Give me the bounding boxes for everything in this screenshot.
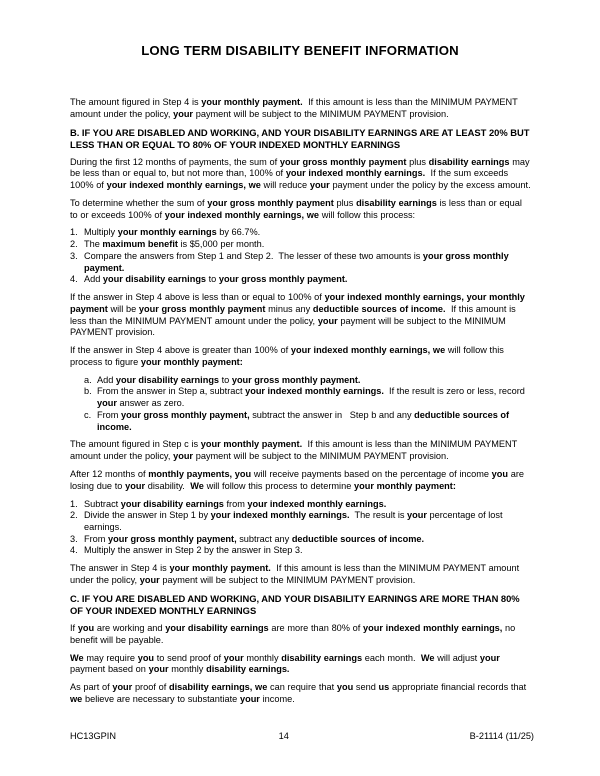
list-item bbox=[70, 534, 531, 546]
list-marker: c. bbox=[84, 409, 92, 420]
list-item-text: Add your disability earnings to your gross monthly payment. bbox=[84, 274, 348, 285]
list-item bbox=[70, 510, 531, 533]
paragraph-less-than-equal-100: If the answer in Step 4 above is less than or equal to 100% of your indexed monthly earnings, your monthly payment will be your gross monthly payment minus any deductible sources of income. If this amount is less than the MINIMUM PAYMENT amount under the policy, your payment will be subject to the MINIMUM PAYMENT provision. bbox=[70, 292, 525, 338]
section-heading-b: B. IF YOU ARE DISABLED AND WORKING, AND YOUR DISABILITY EARNINGS ARE AT LEAST 20% BUT LESS THAN OR EQUAL TO 80% OF YOUR INDEXED MONTHLY EARNINGS bbox=[70, 126, 530, 150]
lettered-list-process-2 bbox=[84, 375, 531, 434]
paragraph-step4-answer: The answer in Step 4 is your monthly payment. If this amount is less than the MINIMUM PAYMENT amount under the policy, your payment will be subject to the MINIMUM PAYMENT provision. bbox=[70, 563, 520, 586]
list-item-text: Divide the answer in Step 1 by your indexed monthly earnings. The result is your percentage of lost earnings. bbox=[84, 510, 503, 533]
list-item-text: From the answer in Step a, subtract your indexed monthly earnings. If the result is zero or less, record your answer as zero. bbox=[97, 386, 525, 409]
list-marker: 1. bbox=[70, 227, 78, 238]
section-heading-c: C. IF YOU ARE DISABLED AND WORKING, AND YOUR DISABILITY EARNINGS ARE MORE THAN 80% OF YOUR INDEXED MONTHLY EARNINGS bbox=[70, 592, 520, 616]
list-marker: 3. bbox=[70, 250, 78, 261]
list-item-text: From your gross monthly payment, subtract any deductible sources of income. bbox=[84, 533, 425, 544]
list-item-text: From your gross monthly payment, subtract the answer in Step b and any deductible sources of income. bbox=[97, 409, 510, 432]
list-marker: a. bbox=[84, 374, 92, 385]
paragraph-no-benefit-payable: If you are working and your disability earnings are more than 80% of your indexed monthly earnings, no benefit will be payable. bbox=[70, 622, 516, 645]
list-item bbox=[70, 545, 531, 557]
document-body bbox=[70, 97, 531, 712]
paragraph-after-12-months-intro: After 12 months of monthly payments, you will receive payments based on the percentage of income you are losing due to your disability. We will follow this process to determine your monthly payment: bbox=[70, 469, 524, 491]
footer-document-code: B-21114 (11/25) bbox=[469, 731, 534, 741]
list-item-text: Compare the answers from Step 1 and Step 2. The lesser of these two amounts is your gross monthly payment. bbox=[84, 250, 509, 273]
paragraph-greater-than-100-intro: If the answer in Step 4 above is greater than 100% of your indexed monthly earnings, we will follow this process to figure your monthly payment: bbox=[70, 345, 504, 367]
paragraph-proof-of-earnings: We may require you to send proof of your monthly disability earnings each month. We will adjust your payment based on your monthly disability earnings. bbox=[70, 652, 500, 675]
list-marker: 2. bbox=[70, 239, 78, 250]
list-item-text: The maximum benefit is $5,000 per month. bbox=[84, 239, 265, 250]
list-item bbox=[70, 499, 531, 511]
paragraph-step-c-monthly-payment: The amount figured in Step c is your monthly payment. If this amount is less than the MINIMUM PAYMENT amount under the policy, your payment will be subject to the MINIMUM PAYMENT provision. bbox=[70, 439, 518, 462]
numbered-list-process-1 bbox=[70, 227, 531, 286]
list-marker: 2. bbox=[70, 510, 78, 521]
footer-page-number: 14 bbox=[278, 731, 289, 741]
list-item-text: Multiply the answer in Step 2 by the answer in Step 3. bbox=[84, 545, 303, 556]
list-item bbox=[84, 410, 531, 433]
list-item bbox=[84, 375, 531, 387]
list-marker: 4. bbox=[70, 274, 78, 285]
page-footer bbox=[70, 731, 534, 741]
list-item-text: Add your disability earnings to your gross monthly payment. bbox=[97, 374, 361, 385]
list-item-text: Subtract your disability earnings from your indexed monthly earnings. bbox=[84, 498, 387, 509]
list-marker: 3. bbox=[70, 533, 78, 544]
list-marker: 4. bbox=[70, 545, 78, 556]
list-marker: 1. bbox=[70, 498, 78, 509]
footer-form-number: HC13GPIN bbox=[70, 731, 116, 741]
list-item bbox=[70, 239, 531, 251]
paragraph-first-12-months: During the first 12 months of payments, the sum of your gross monthly payment plus disability earnings may be less than or equal to, but not more than, 100% of your indexed monthly earnings. If the sum exceeds 100% of your indexed monthly earnings, we will reduce your payment under the policy by the excess amount. bbox=[70, 156, 531, 190]
numbered-list-process-3 bbox=[70, 499, 531, 558]
list-item bbox=[70, 227, 531, 239]
list-item-text: Multiply your monthly earnings by 66.7%. bbox=[84, 227, 261, 238]
paragraph-step4-monthly-payment: The amount figured in Step 4 is your monthly payment. If this amount is less than the MINIMUM PAYMENT amount under the policy, your payment will be subject to the MINIMUM PAYMENT provision. bbox=[70, 97, 518, 119]
list-marker: b. bbox=[84, 386, 92, 397]
list-item bbox=[70, 274, 531, 286]
page-title: LONG TERM DISABILITY BENEFIT INFORMATION bbox=[141, 43, 459, 58]
list-item bbox=[70, 251, 531, 274]
paragraph-financial-records: As part of your proof of disability earnings, we can require that you send us appropriate financial records that we believe are necessary to substantiate your income. bbox=[70, 682, 527, 704]
paragraph-determine-sum-intro: To determine whether the sum of your gross monthly payment plus disability earnings is less than or equal to or exceeds 100% of your indexed monthly earnings, we will follow this process: bbox=[70, 197, 522, 220]
list-item bbox=[84, 386, 531, 409]
